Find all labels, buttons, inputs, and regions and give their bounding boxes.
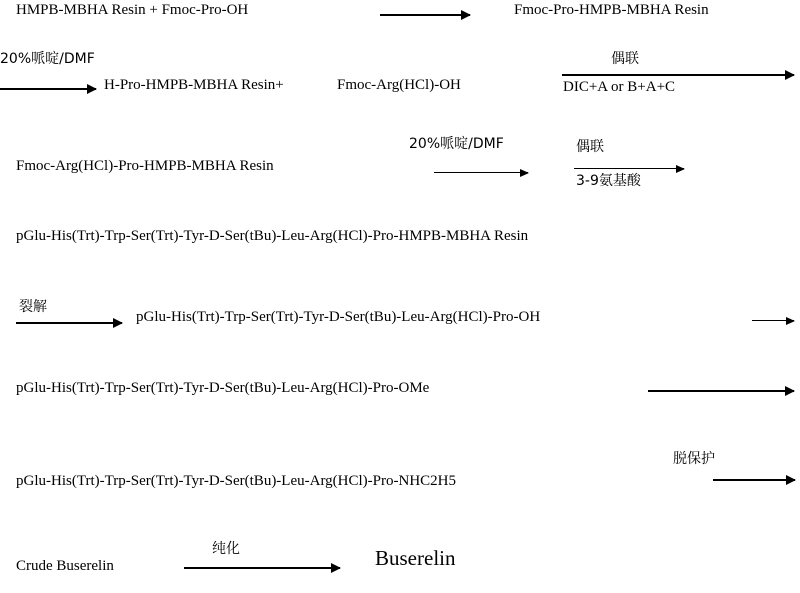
step4-product-label: pGlu-His(Trt)-Trp-Ser(Trt)-Tyr-D-Ser(tBu)-Leu-Arg(HCl)-Pro-HMPB-MBHA Resin bbox=[16, 228, 529, 244]
step2-arrow-2 bbox=[562, 74, 794, 76]
step3-left-label: Fmoc-Arg(HCl)-Pro-HMPB-MBHA Resin bbox=[16, 158, 274, 174]
step1-left-label: HMPB-MBHA Resin + Fmoc-Pro-OH bbox=[16, 2, 249, 18]
step2-reagent-below-2: DIC+A or B+A+C bbox=[563, 79, 676, 95]
step1-arrow bbox=[380, 14, 470, 16]
step5-arrow bbox=[16, 322, 122, 324]
step2-reagent-above-1: 20%哌啶/DMF bbox=[0, 51, 95, 67]
step5-arrow-right bbox=[752, 320, 794, 321]
step8-right-label: Buserelin bbox=[375, 546, 456, 570]
step2-arrow-1 bbox=[0, 88, 96, 90]
step2-left-label: H-Pro-HMPB-MBHA Resin+ bbox=[104, 77, 284, 93]
step6-product-label: pGlu-His(Trt)-Trp-Ser(Trt)-Tyr-D-Ser(tBu)-Leu-Arg(HCl)-Pro-OMe bbox=[16, 380, 430, 396]
step3-reagent-above-1: 20%哌啶/DMF bbox=[409, 136, 504, 152]
step8-left-label: Crude Buserelin bbox=[16, 558, 114, 574]
step7-arrow bbox=[713, 479, 795, 481]
step2-reagent-above-2: 偶联 bbox=[611, 51, 639, 67]
step3-arrow-1 bbox=[434, 172, 528, 173]
step8-arrow bbox=[184, 567, 340, 569]
step3-reagent-below-2: 3-9氨基酸 bbox=[576, 173, 641, 189]
step2-middle-label: Fmoc-Arg(HCl)-OH bbox=[337, 77, 461, 93]
step1-right-label: Fmoc-Pro-HMPB-MBHA Resin bbox=[514, 2, 709, 18]
step6-arrow bbox=[648, 390, 794, 392]
step5-reagent-above-1: 裂解 bbox=[19, 299, 47, 315]
step3-reagent-above-2: 偶联 bbox=[576, 139, 604, 155]
step7-product-label: pGlu-His(Trt)-Trp-Ser(Trt)-Tyr-D-Ser(tBu)-Leu-Arg(HCl)-Pro-NHC2H5 bbox=[16, 473, 457, 489]
step3-arrow-2 bbox=[574, 168, 684, 169]
step5-product-label: pGlu-His(Trt)-Trp-Ser(Trt)-Tyr-D-Ser(tBu)-Leu-Arg(HCl)-Pro-OH bbox=[136, 309, 541, 325]
step7-reagent-above-1: 脱保护 bbox=[673, 451, 715, 467]
step8-reagent-above-1: 纯化 bbox=[212, 541, 240, 557]
